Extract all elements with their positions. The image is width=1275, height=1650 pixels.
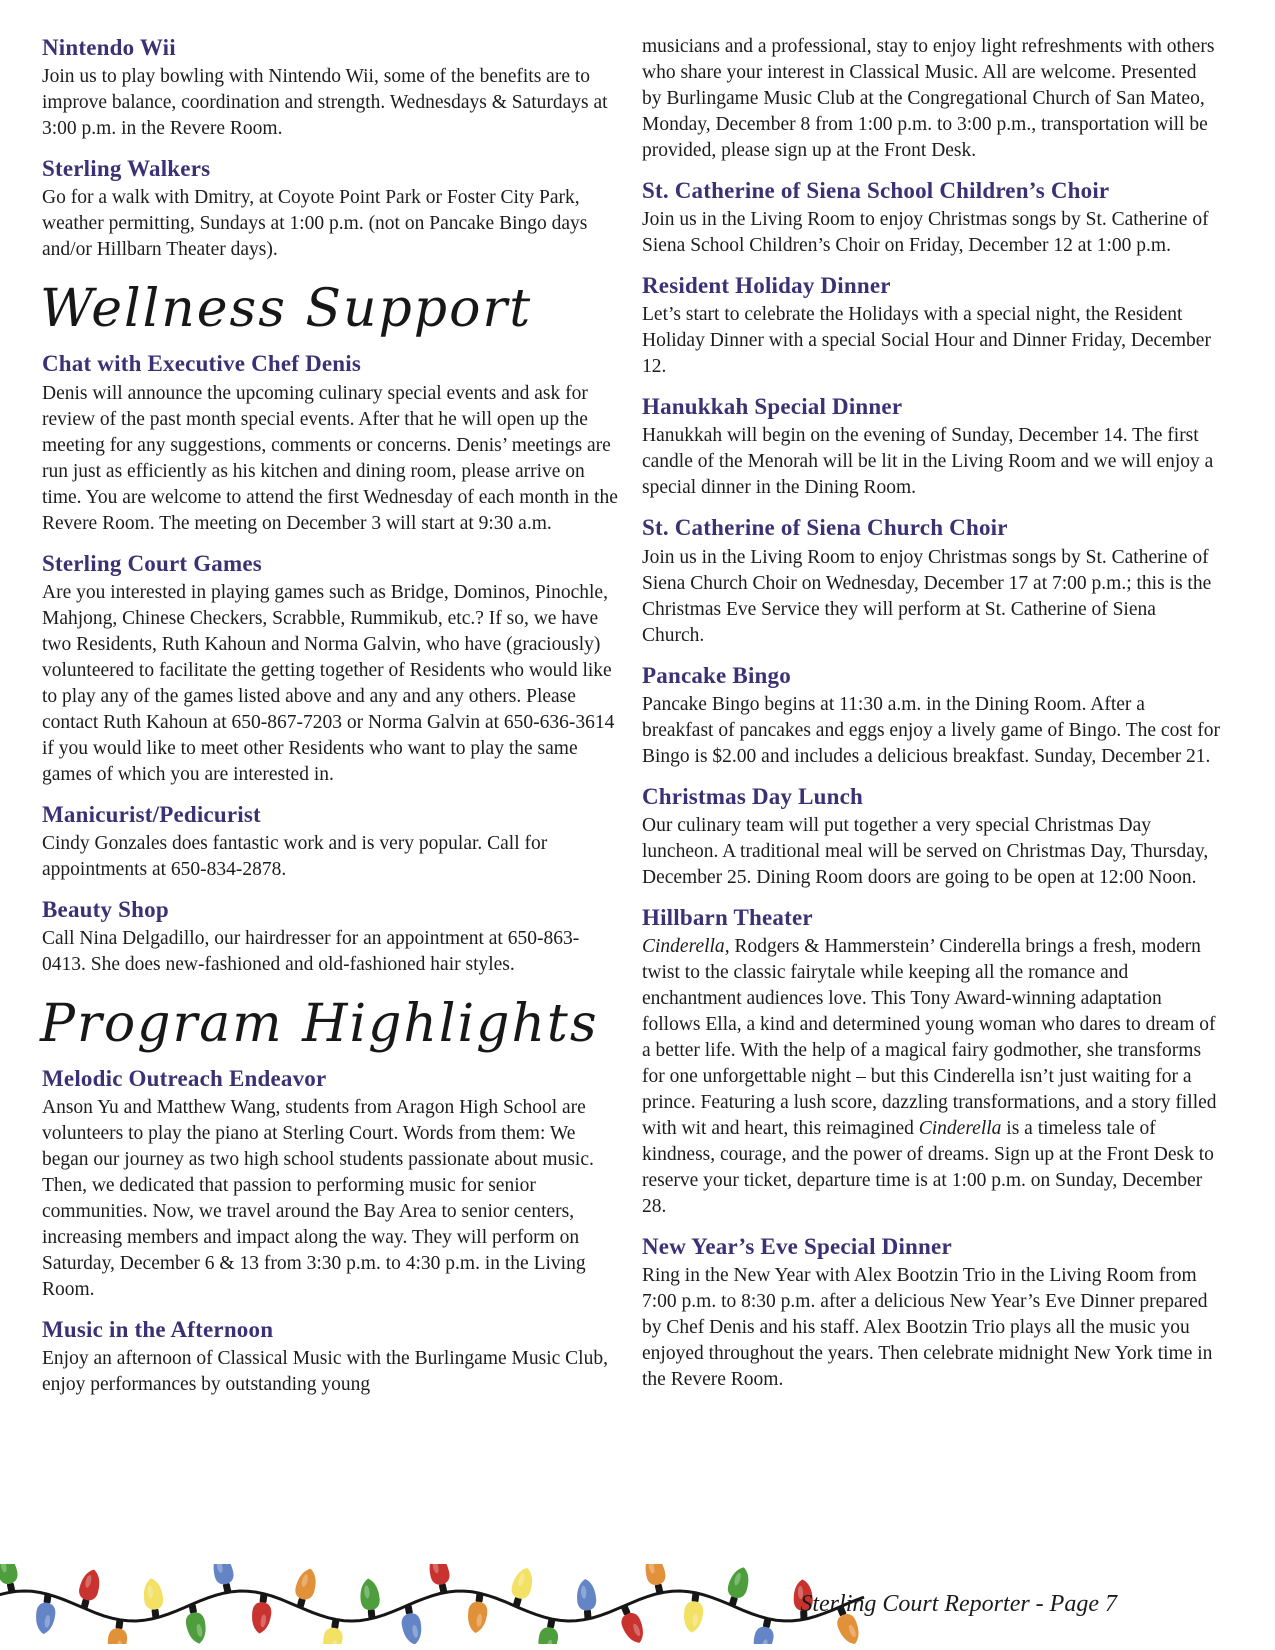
section-body-chat-with-chef-denis: Denis will announce the upcoming culinary special events and ask for review of the past month special events. After that he will open up the meeting for any suggestions, comments or concerns. Denis’ meetings are run just as efficiently as his kitchen and dining room, please arrive on time. You are welcome to attend the first Wednesday of each month in the Revere Room. The meeting on December 3 will start at 9:30 a.m. bbox=[42, 382, 618, 534]
section-body-church-choir: Join us in the Living Room to enjoy Christmas songs by St. Catherine of Siena Church Choir on Wednesday, December 17 at 7:00 p.m.; this is the Christmas Eve Service they will perform at St. Catherine of Siena Church. bbox=[642, 546, 1212, 646]
right-column bbox=[642, 34, 1220, 1398]
section-heading-christmas-day-lunch: Christmas Day Lunch bbox=[642, 783, 864, 809]
section-body-music-continued: musicians and a professional, stay to enjoy light refreshments with others who share your interest in Classical Music. All are welcome. Presented by Burlingame Music Club at the Congregational Church of San Mateo, Monday, December 8 from 1:00 p.m. to 3:00 p.m., transportation will be provided, please sign up at the Front Desk. bbox=[642, 36, 1215, 161]
section-heading-pancake-bingo: Pancake Bingo bbox=[642, 662, 791, 688]
section-body-music-in-the-afternoon: Enjoy an afternoon of Classical Music with the Burlingame Music Club, enjoy performances by outstanding young bbox=[42, 1348, 608, 1396]
christmas-lights-border bbox=[0, 1564, 880, 1644]
section-heading-hanukkah-special-dinner: Hanukkah Special Dinner bbox=[642, 394, 903, 420]
text-run: is a timeless tale of kindness, courage, and the power of dreams. Sign up at the Front Desk to reserve your ticket, departure time is at 1:00 p.m. on Sunday, December 28. bbox=[642, 1117, 1214, 1217]
script-heading-program-highlights: Program Highlights bbox=[40, 993, 599, 1054]
section-body-new-years-eve-dinner: Ring in the New Year with Alex Bootzin Trio in the Living Room from 7:00 p.m. to 8:30 p.m. after a delicious New Year’s Eve Dinner prepared by Chef Denis and his staff. Alex Bootzin Trio plays all the music you enjoyed throughout the years. Then celebrate midnight New York time in the Revere Room. bbox=[642, 1265, 1213, 1390]
section-body-hillbarn-theater bbox=[642, 934, 1220, 1220]
section-body-sterling-court-games: Are you interested in playing games such as Bridge, Dominos, Pinochle, Mahjong, Chinese Checkers, Scrabble, Rummikub, etc.? If so, we have two Residents, Ruth Kahoun and Norma Galvin, who have (graciously) volunteered to facilitate the getting together of Residents who would like to play any of the games listed above and any and any others. Please contact Ruth Kahoun at 650-867-7203 or Norma Galvin at 650-636-3614 if you would like to meet other Residents who want to play the same games of which you are interested in. bbox=[42, 581, 615, 785]
section-heading-music-in-the-afternoon: Music in the Afternoon bbox=[42, 1317, 274, 1343]
section-body-christmas-day-lunch: Our culinary team will put together a very special Christmas Day luncheon. A traditional meal will be served on Christmas Day, Thursday, December 25. Dining Room doors are going to be open at 12:00 Noon. bbox=[642, 814, 1209, 888]
two-column-layout bbox=[42, 34, 1220, 1398]
section-body-pancake-bingo: Pancake Bingo begins at 11:30 a.m. in the Dining Room. After a breakfast of pancakes and eggs enjoy a lively game of Bingo. The cost for Bingo is $2.00 and includes a delicious breakfast. Sunday, December 21. bbox=[642, 693, 1220, 767]
script-heading-wellness-support: Wellness Support bbox=[40, 279, 533, 340]
section-heading-sterling-court-games: Sterling Court Games bbox=[42, 550, 262, 576]
section-body-nintendo-wii: Join us to play bowling with Nintendo Wii, some of the benefits are to improve balance, coordination and strength. Wednesdays & Saturdays at 3:00 p.m. in the Revere Room. bbox=[42, 66, 608, 140]
section-body-hanukkah-special-dinner: Hanukkah will begin on the evening of Sunday, December 14. The first candle of the Menorah will be lit in the Living Room and we will enjoy a special dinner in the Dining Room. bbox=[642, 425, 1214, 499]
italic-run: Cinderella bbox=[918, 1117, 1002, 1139]
left-column bbox=[42, 34, 620, 1398]
section-body-sterling-walkers: Go for a walk with Dmitry, at Coyote Point Park or Foster City Park, weather permitting, Sundays at 1:00 p.m. (not on Pancake Bingo days and/or Hillbarn Theater days). bbox=[42, 187, 588, 261]
section-heading-sterling-walkers: Sterling Walkers bbox=[42, 156, 211, 182]
section-heading-hillbarn-theater: Hillbarn Theater bbox=[642, 904, 813, 930]
section-body-resident-holiday-dinner: Let’s start to celebrate the Holidays with a special night, the Resident Holiday Dinner with a special Social Hour and Dinner Friday, December 12. bbox=[642, 304, 1211, 378]
section-heading-nintendo-wii: Nintendo Wii bbox=[42, 35, 176, 60]
section-heading-school-childrens-choir: St. Catherine of Siena School Children’s Choir bbox=[642, 178, 1110, 203]
section-body-melodic-outreach: Anson Yu and Matthew Wang, students from Aragon High School are volunteers to play the piano at Sterling Court. Words from them: We began our journey as two high school students passionate about music. Then, we dedicated that passion to performing music for senior communities. Now, we travel around the Bay Area to senior centers, increasing members and impact along the way. They will perform on Saturday, December 6 & 13 from 3:30 p.m. to 4:30 p.m. in the Living Room. bbox=[42, 1097, 594, 1301]
section-heading-church-choir: St. Catherine of Siena Church Choir bbox=[642, 515, 1008, 541]
italic-run: Cinderella bbox=[642, 935, 725, 957]
section-heading-resident-holiday-dinner: Resident Holiday Dinner bbox=[642, 273, 891, 299]
section-heading-beauty-shop: Beauty Shop bbox=[42, 896, 169, 922]
section-heading-melodic-outreach: Melodic Outreach Endeavor bbox=[42, 1066, 327, 1092]
section-body-school-childrens-choir: Join us in the Living Room to enjoy Christmas songs by St. Catherine of Siena School Children’s Choir on Friday, December 12 at 1:00 p.m. bbox=[642, 209, 1209, 257]
section-heading-new-years-eve-dinner: New Year’s Eve Special Dinner bbox=[642, 1233, 952, 1259]
section-body-manicurist-pedicurist: Cindy Gonzales does fantastic work and is very popular. Call for appointments at 650-834-2878. bbox=[42, 832, 548, 880]
section-heading-chat-with-chef-denis: Chat with Executive Chef Denis bbox=[42, 351, 362, 377]
page-footer bbox=[0, 1558, 1275, 1650]
page-footer-label: Sterling Court Reporter - Page 7 bbox=[800, 1591, 1117, 1617]
text-run: , Rodgers & Hammerstein’ Cinderella brings a fresh, modern twist to the classic fairytale while keeping all the romance and enchantment audiences love. This Tony Award-winning adaptation follows Ella, a kind and determined young woman who dares to dream of a better life. With the help of a magical fairy godmother, she transforms for one unforgettable night – but this Cinderella isn’t just waiting for a prince. Featuring a lush score, dazzling transformations, and a story filled with wit and heart, this reimagined bbox=[642, 935, 1217, 1139]
section-heading-manicurist-pedicurist: Manicurist/Pedicurist bbox=[42, 801, 261, 827]
section-body-beauty-shop: Call Nina Delgadillo, our hairdresser for an appointment at 650-863-0413. She does new-fashioned and old-fashioned hair styles. bbox=[42, 927, 580, 975]
